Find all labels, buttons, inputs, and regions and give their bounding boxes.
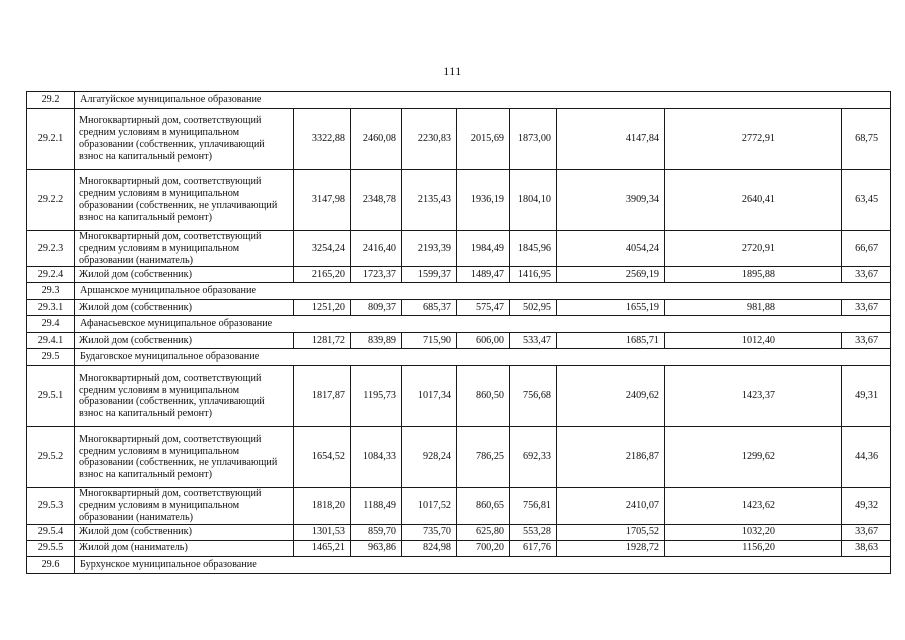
value-cell: 2460,08 xyxy=(351,109,402,170)
value-cell: 1895,88 xyxy=(665,267,842,283)
value-cell: 839,89 xyxy=(351,333,402,349)
value-cell: 33,67 xyxy=(842,333,891,349)
value-cell: 2772,91 xyxy=(665,109,842,170)
value-cell: 553,28 xyxy=(510,524,557,540)
value-cell: 1845,96 xyxy=(510,231,557,267)
row-description: Многоквартирный дом, соответствующий средним условиям в муниципальном образовании (собственник, не уплачивающий взнос на капитальный ремонт) xyxy=(75,427,294,488)
value-cell: 502,95 xyxy=(510,300,557,316)
row-code: 29.5.1 xyxy=(27,366,75,427)
section-row xyxy=(27,92,891,109)
value-cell: 2416,40 xyxy=(351,231,402,267)
value-cell: 3254,24 xyxy=(294,231,351,267)
table-row xyxy=(27,109,891,170)
value-cell: 1281,72 xyxy=(294,333,351,349)
table-body xyxy=(27,92,891,574)
row-code: 29.5.3 xyxy=(27,488,75,524)
row-description: Многоквартирный дом, соответствующий средним условиям в муниципальном образовании (наниматель) xyxy=(75,231,294,267)
value-cell: 1156,20 xyxy=(665,540,842,556)
value-cell: 1685,71 xyxy=(557,333,665,349)
value-cell: 2135,43 xyxy=(402,170,457,231)
value-cell: 1012,40 xyxy=(665,333,842,349)
row-description: Многоквартирный дом, соответствующий средним условиям в муниципальном образовании (собственник, уплачивающий взнос на капитальный ремонт) xyxy=(75,109,294,170)
row-code: 29.5.4 xyxy=(27,524,75,540)
value-cell: 786,25 xyxy=(457,427,510,488)
row-description: Жилой дом (собственник) xyxy=(75,333,294,349)
value-cell: 1817,87 xyxy=(294,366,351,427)
row-code: 29.4.1 xyxy=(27,333,75,349)
section-title: Будаговское муниципальное образование xyxy=(75,349,891,366)
value-cell: 33,67 xyxy=(842,267,891,283)
row-code: 29.5 xyxy=(27,349,75,366)
value-cell: 2569,19 xyxy=(557,267,665,283)
value-cell: 1195,73 xyxy=(351,366,402,427)
value-cell: 1936,19 xyxy=(457,170,510,231)
section-row xyxy=(27,316,891,333)
value-cell: 981,88 xyxy=(665,300,842,316)
row-code: 29.6 xyxy=(27,556,75,573)
value-cell: 715,90 xyxy=(402,333,457,349)
value-cell: 2409,62 xyxy=(557,366,665,427)
value-cell: 1723,37 xyxy=(351,267,402,283)
row-description: Многоквартирный дом, соответствующий средним условиям в муниципальном образовании (собственник, не уплачивающий взнос на капитальный ремонт) xyxy=(75,170,294,231)
value-cell: 606,00 xyxy=(457,333,510,349)
value-cell: 38,63 xyxy=(842,540,891,556)
value-cell: 1804,10 xyxy=(510,170,557,231)
value-cell: 809,37 xyxy=(351,300,402,316)
section-row xyxy=(27,556,891,573)
row-code: 29.5.5 xyxy=(27,540,75,556)
value-cell: 1301,53 xyxy=(294,524,351,540)
value-cell: 33,67 xyxy=(842,524,891,540)
section-title: Аршанское муниципальное образование xyxy=(75,283,891,300)
row-description: Многоквартирный дом, соответствующий средним условиям в муниципальном образовании (наниматель) xyxy=(75,488,294,524)
table-row xyxy=(27,366,891,427)
value-cell: 1654,52 xyxy=(294,427,351,488)
value-cell: 3147,98 xyxy=(294,170,351,231)
value-cell: 4147,84 xyxy=(557,109,665,170)
row-code: 29.5.2 xyxy=(27,427,75,488)
value-cell: 735,70 xyxy=(402,524,457,540)
row-code: 29.2.1 xyxy=(27,109,75,170)
value-cell: 1188,49 xyxy=(351,488,402,524)
row-description: Жилой дом (собственник) xyxy=(75,267,294,283)
value-cell: 49,31 xyxy=(842,366,891,427)
row-code: 29.3 xyxy=(27,283,75,300)
value-cell: 1299,62 xyxy=(665,427,842,488)
table-row xyxy=(27,427,891,488)
value-cell: 63,45 xyxy=(842,170,891,231)
row-code: 29.2.2 xyxy=(27,170,75,231)
value-cell: 2720,91 xyxy=(665,231,842,267)
value-cell: 756,68 xyxy=(510,366,557,427)
row-description: Многоквартирный дом, соответствующий средним условиям в муниципальном образовании (собственник, уплачивающий взнос на капитальный ремонт) xyxy=(75,366,294,427)
section-title: Афанасьевское муниципальное образование xyxy=(75,316,891,333)
value-cell: 3322,88 xyxy=(294,109,351,170)
value-cell: 1251,20 xyxy=(294,300,351,316)
value-cell: 1423,37 xyxy=(665,366,842,427)
table-row xyxy=(27,540,891,556)
value-cell: 1818,20 xyxy=(294,488,351,524)
value-cell: 3909,34 xyxy=(557,170,665,231)
row-description: Жилой дом (собственник) xyxy=(75,300,294,316)
row-code: 29.4 xyxy=(27,316,75,333)
row-code: 29.2 xyxy=(27,92,75,109)
value-cell: 66,67 xyxy=(842,231,891,267)
value-cell: 928,24 xyxy=(402,427,457,488)
table-row xyxy=(27,488,891,524)
value-cell: 1655,19 xyxy=(557,300,665,316)
value-cell: 2193,39 xyxy=(402,231,457,267)
page-number: 111 xyxy=(443,64,462,78)
value-cell: 2410,07 xyxy=(557,488,665,524)
value-cell: 1465,21 xyxy=(294,540,351,556)
value-cell: 617,76 xyxy=(510,540,557,556)
table-row xyxy=(27,300,891,316)
value-cell: 2165,20 xyxy=(294,267,351,283)
row-code: 29.3.1 xyxy=(27,300,75,316)
value-cell: 860,50 xyxy=(457,366,510,427)
section-row xyxy=(27,283,891,300)
value-cell: 860,65 xyxy=(457,488,510,524)
value-cell: 2640,41 xyxy=(665,170,842,231)
value-cell: 1416,95 xyxy=(510,267,557,283)
value-cell: 1489,47 xyxy=(457,267,510,283)
value-cell: 1599,37 xyxy=(402,267,457,283)
value-cell: 49,32 xyxy=(842,488,891,524)
value-cell: 1017,52 xyxy=(402,488,457,524)
value-cell: 700,20 xyxy=(457,540,510,556)
value-cell: 625,80 xyxy=(457,524,510,540)
row-description: Жилой дом (собственник) xyxy=(75,524,294,540)
value-cell: 1084,33 xyxy=(351,427,402,488)
value-cell: 2186,87 xyxy=(557,427,665,488)
value-cell: 575,47 xyxy=(457,300,510,316)
value-cell: 1984,49 xyxy=(457,231,510,267)
value-cell: 2348,78 xyxy=(351,170,402,231)
section-row xyxy=(27,349,891,366)
value-cell: 68,75 xyxy=(842,109,891,170)
table-row xyxy=(27,524,891,540)
value-cell: 963,86 xyxy=(351,540,402,556)
value-cell: 824,98 xyxy=(402,540,457,556)
value-cell: 756,81 xyxy=(510,488,557,524)
row-code: 29.2.4 xyxy=(27,267,75,283)
value-cell: 4054,24 xyxy=(557,231,665,267)
value-cell: 33,67 xyxy=(842,300,891,316)
table-row xyxy=(27,333,891,349)
value-cell: 685,37 xyxy=(402,300,457,316)
section-title: Бурхунское муниципальное образование xyxy=(75,556,891,573)
value-cell: 2015,69 xyxy=(457,109,510,170)
value-cell: 1017,34 xyxy=(402,366,457,427)
table-row xyxy=(27,170,891,231)
value-cell: 692,33 xyxy=(510,427,557,488)
value-cell: 44,36 xyxy=(842,427,891,488)
section-title: Алгатуйское муниципальное образование xyxy=(75,92,891,109)
value-cell: 1928,72 xyxy=(557,540,665,556)
value-cell: 1032,20 xyxy=(665,524,842,540)
tariff-table xyxy=(26,91,891,574)
value-cell: 1705,52 xyxy=(557,524,665,540)
row-description: Жилой дом (наниматель) xyxy=(75,540,294,556)
value-cell: 533,47 xyxy=(510,333,557,349)
value-cell: 859,70 xyxy=(351,524,402,540)
value-cell: 1873,00 xyxy=(510,109,557,170)
value-cell: 2230,83 xyxy=(402,109,457,170)
table-row xyxy=(27,267,891,283)
row-code: 29.2.3 xyxy=(27,231,75,267)
table-row xyxy=(27,231,891,267)
value-cell: 1423,62 xyxy=(665,488,842,524)
